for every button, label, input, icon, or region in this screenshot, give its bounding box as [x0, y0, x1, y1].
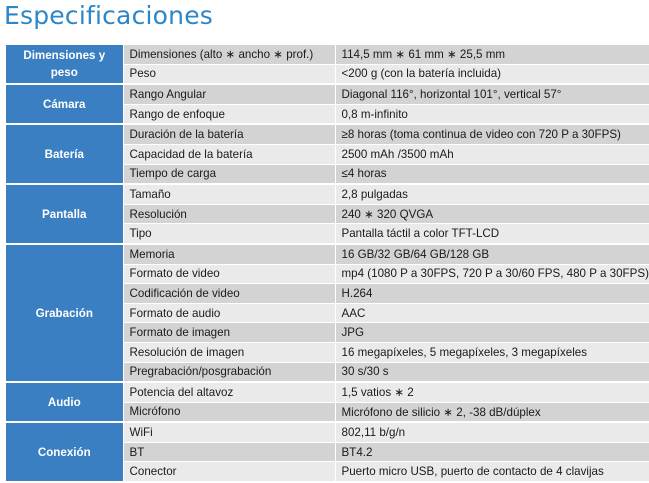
value-cell: BT4.2	[335, 442, 649, 462]
value-cell: Pantalla táctil a color TFT-LCD	[335, 224, 649, 244]
value-cell: 114,5 mm ∗ 61 mm ∗ 25,5 mm	[335, 45, 649, 64]
feature-cell: Micrófono	[123, 402, 335, 422]
value-cell: 16 GB/32 GB/64 GB/128 GB	[335, 244, 649, 264]
value-cell: Diagonal 116°, horizontal 101°, vertical 57°	[335, 84, 649, 104]
table-row	[6, 184, 649, 204]
value-cell: AAC	[335, 303, 649, 323]
feature-cell: Tiempo de carga	[123, 164, 335, 184]
value-cell: 240 ∗ 320 QVGA	[335, 204, 649, 224]
category-label: Grabación	[35, 306, 93, 320]
feature-cell: Capacidad de la batería	[123, 144, 335, 164]
category-cell	[6, 382, 123, 422]
feature-cell: BT	[123, 442, 335, 462]
value-cell: 1,5 vatios ∗ 2	[335, 382, 649, 402]
category-cell	[6, 244, 123, 382]
feature-cell: Rango Angular	[123, 84, 335, 104]
feature-cell: Formato de audio	[123, 303, 335, 323]
value-cell: ≥8 horas (toma continua de video con 720 P a 30FPS)	[335, 124, 649, 144]
value-cell: mp4 (1080 P a 30FPS, 720 P a 30/60 FPS, 480 P a 30FPS)	[335, 264, 649, 284]
category-label: Cámara	[42, 97, 86, 111]
feature-cell: Resolución de imagen	[123, 342, 335, 362]
category-label: Audio	[47, 395, 81, 409]
value-cell: JPG	[335, 323, 649, 343]
feature-cell: WiFi	[123, 422, 335, 442]
value-cell: Micrófono de silicio ∗ 2, -38 dB/dúplex	[335, 402, 649, 422]
value-cell: ≤4 horas	[335, 164, 649, 184]
value-cell: H.264	[335, 284, 649, 304]
category-label: Dimensiones y peso	[23, 49, 106, 80]
page-title: Especificaciones	[4, 1, 214, 30]
value-cell: Puerto micro USB, puerto de contacto de 4 clavijas	[335, 462, 649, 482]
category-label: Conexión	[37, 445, 91, 459]
value-cell: 16 megapíxeles, 5 megapíxeles, 3 megapíxeles	[335, 342, 649, 362]
table-row	[6, 244, 649, 264]
category-cell	[6, 84, 123, 124]
table-row	[6, 45, 649, 64]
table-row	[6, 382, 649, 402]
feature-cell: Rango de enfoque	[123, 104, 335, 124]
value-cell: 802,11 b/g/n	[335, 422, 649, 442]
feature-cell: Duración de la batería	[123, 124, 335, 144]
value-cell: 0,8 m-infinito	[335, 104, 649, 124]
feature-cell: Conector	[123, 462, 335, 482]
value-cell: 2500 mAh /3500 mAh	[335, 144, 649, 164]
category-cell	[6, 422, 123, 482]
category-label: Pantalla	[42, 207, 87, 221]
table-row	[6, 124, 649, 144]
feature-cell: Tamaño	[123, 184, 335, 204]
value-cell: <200 g (con la batería incluida)	[335, 64, 649, 84]
category-cell	[6, 184, 123, 244]
feature-cell: Memoria	[123, 244, 335, 264]
value-cell: 30 s/30 s	[335, 362, 649, 382]
feature-cell: Potencia del altavoz	[123, 382, 335, 402]
category-label: Batería	[44, 147, 84, 161]
feature-cell: Resolución	[123, 204, 335, 224]
specifications-table	[6, 45, 649, 483]
feature-cell: Pregrabación/posgrabación	[123, 362, 335, 382]
feature-cell: Tipo	[123, 224, 335, 244]
feature-cell: Formato de imagen	[123, 323, 335, 343]
table-row	[6, 422, 649, 442]
feature-cell: Formato de video	[123, 264, 335, 284]
table-row	[6, 84, 649, 104]
feature-cell: Peso	[123, 64, 335, 84]
feature-cell: Codificación de video	[123, 284, 335, 304]
category-cell	[6, 124, 123, 184]
category-cell	[6, 45, 123, 84]
specifications-table-body	[6, 45, 649, 482]
value-cell: 2,8 pulgadas	[335, 184, 649, 204]
feature-cell: Dimensiones (alto ∗ ancho ∗ prof.)	[123, 45, 335, 64]
